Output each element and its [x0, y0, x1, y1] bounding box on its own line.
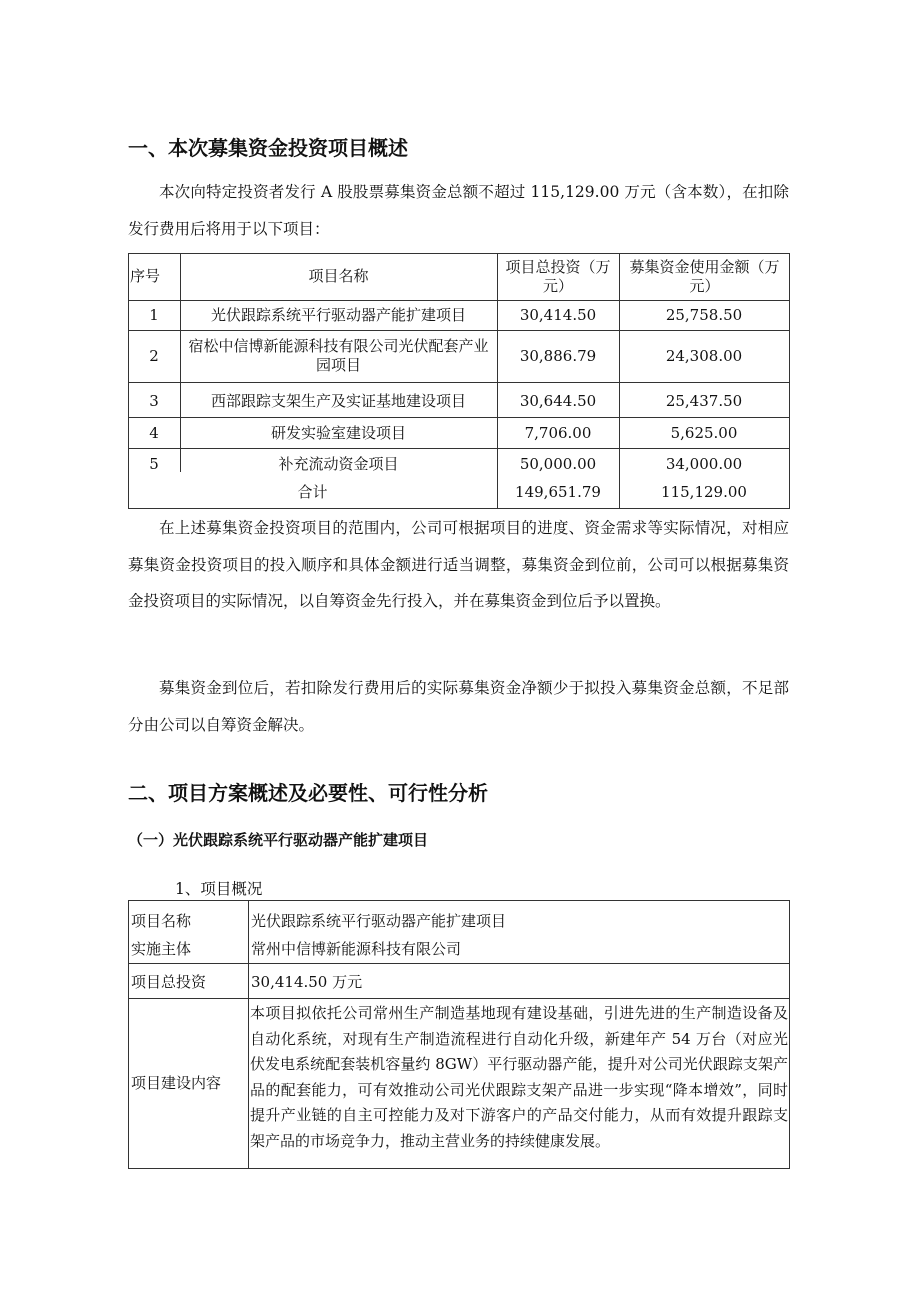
- header-index: 序号: [130, 267, 161, 285]
- row5-raised: 34,000.00: [665, 454, 743, 473]
- shortfall-paragraph: 募集资金到位后，若扣除发行费用后的实际募集资金净额少于拟投入募集资金总额，不足部分由公司以自筹资金解决。: [128, 679, 789, 734]
- label-project-name: 项目名称: [131, 911, 192, 930]
- row5-name: 补充流动资金项目: [278, 454, 399, 473]
- total-label: 合计: [297, 482, 328, 501]
- intro-paragraph: 本次向特定投资者发行 A 股股票募集资金总额不超过 115,129.00 万元（含本数），在扣除发行费用后将用于以下项目：: [128, 183, 789, 238]
- label-total-investment: 项目总投资: [131, 972, 207, 991]
- label-construction-content: 项目建设内容: [131, 1074, 222, 1092]
- row2-total: 30,886.79: [519, 346, 597, 365]
- row5-total: 50,000.00: [519, 454, 597, 473]
- total-investment: 149,651.79: [515, 482, 601, 501]
- item-heading: 1、项目概况: [175, 880, 263, 898]
- subsection-title: （一）光伏跟踪系统平行驱动器产能扩建项目: [128, 831, 429, 849]
- header-raised: 募集资金使用金额（万元）: [629, 257, 780, 295]
- row3-index: 3: [149, 392, 159, 410]
- value-total-investment: 30,414.50 万元: [251, 972, 363, 991]
- header-name: 项目名称: [308, 267, 369, 285]
- section2-title: 二、项目方案概述及必要性、可行性分析: [128, 781, 488, 805]
- total-raised: 115,129.00: [661, 482, 747, 501]
- label-entity: 实施主体: [131, 940, 192, 958]
- row4-raised: 5,625.00: [670, 424, 738, 442]
- row3-raised: 25,437.50: [665, 392, 743, 410]
- row4-index: 4: [149, 424, 159, 442]
- row4-total: 7,706.00: [524, 424, 592, 442]
- row3-total: 30,644.50: [519, 392, 597, 410]
- value-project-name: 光伏跟踪系统平行驱动器产能扩建项目: [251, 911, 507, 930]
- row1-name: 光伏跟踪系统平行驱动器产能扩建项目: [210, 305, 466, 324]
- value-construction-content: 本项目拟依托公司常州生产制造基地现有建设基础，引进先进的生产制造设备及自动化系统，对现有生产制造流程进行自动化升级，新建年产 54 万台（对应光伏发电系统配套装机容量约 8GW）平行驱动器产能，提升对公司光伏跟踪支架产品的配套能力，可有效推动公司光伏跟踪支架产品进一步实现“降本增效”，同时提升产业链的自主可控能力及对下游客户的产品交付能力，从而有效提升跟踪支架产品的市场竞争力，推动主营业务的持续健康发展。: [250, 1004, 788, 1150]
- row2-name: 宿松中信博新能源科技有限公司光伏配套产业园项目: [188, 337, 489, 374]
- row1-index: 1: [149, 305, 159, 324]
- row1-raised: 25,758.50: [665, 305, 743, 324]
- row5-index: 5: [149, 454, 159, 473]
- row2-raised: 24,308.00: [665, 346, 743, 365]
- section1-title: 一、本次募集资金投资项目概述: [128, 136, 408, 160]
- row3-name: 西部跟踪支架生产及实证基地建设项目: [210, 392, 466, 410]
- header-total: 项目总投资（万元）: [505, 257, 611, 295]
- adjustment-paragraph: 在上述募集资金投资项目的范围内，公司可根据项目的进度、资金需求等实际情况，对相应募集资金投资项目的投入顺序和具体金额进行适当调整，募集资金到位前，公司可以根据募集资金投资项目的实际情况，以自筹资金先行投入，并在募集资金到位后予以置换。: [128, 519, 789, 610]
- value-entity: 常州中信博新能源科技有限公司: [251, 940, 462, 958]
- row4-name: 研发实验室建设项目: [270, 424, 406, 442]
- row1-total: 30,414.50: [519, 305, 597, 324]
- row2-index: 2: [149, 346, 159, 365]
